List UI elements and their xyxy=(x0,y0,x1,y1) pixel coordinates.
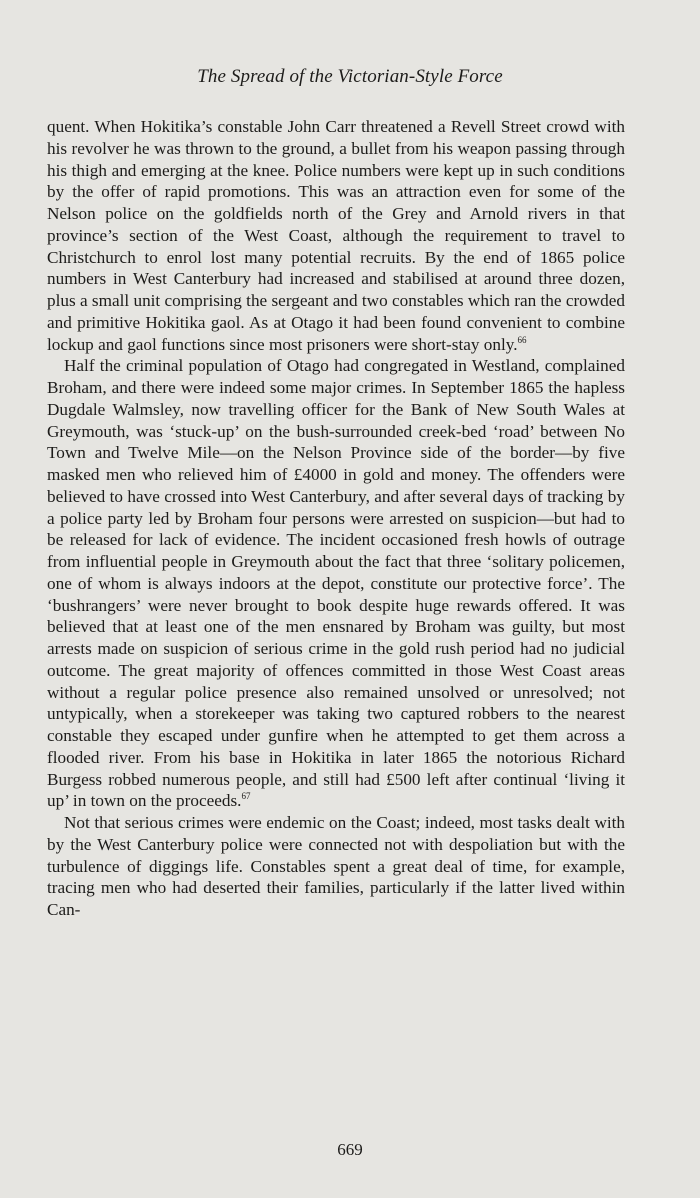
paragraph-1 xyxy=(47,116,625,355)
footnote-ref-66: 66 xyxy=(517,334,527,345)
footnote-ref-67: 67 xyxy=(241,791,251,802)
paragraph-2-text: Half the criminal population of Otago had congregated in Westland, complained Broham, and there were indeed some major crimes. In September 1865 the hapless Dugdale Walmsley, now travelling officer for the Bank of New South Wales at Greymouth, was ‘stuck-up’ on the bush-surrounded creek-bed ‘road’ between No Town and Twelve Mile—on the Nelson Province side of the border—by five masked men who relieved him of £4000 in gold and money. The offenders were believed to have crossed into West Canterbury, and after several days of tracking by a police party led by Broham four persons were arrested on suspicion—but had to be released for lack of evidence. The incident occasioned fresh howls of outrage from influential people in Greymouth about the fact that three ‘solitary policemen, one of whom is always indoors at the depot, constitute our protective force’. The ‘bushrangers’ were never brought to book despite huge rewards offered. It was believed that at least one of the men ensnared by Broham was guilty, but most arrests made on suspicion of serious crime in the gold rush period had no judicial outcome. The great majority of offences committed in those West Coast areas without a regular police presence also remained unsolved or unresolved; not untypically, when a storekeeper was taking two captured robbers to the nearest constable they escaped under gunfire when he attempted to get them across a flooded river. From his base in Hokitika in later 1865 the notorious Richard Burgess robbed numerous people, and still had £500 left after continual ‘living it up’ in town on the proceeds. xyxy=(47,356,625,811)
page-number: 669 xyxy=(337,1140,363,1159)
paragraph-3-text: Not that serious crimes were endemic on the Coast; indeed, most tasks dealt with by the West Canterbury police were connected not with despoliation but with the turbulence of diggings life. Constables spent a great deal of time, for example, tracing men who had deserted their families, particularly if the latter lived within Can- xyxy=(47,813,625,919)
paragraph-1-text: quent. When Hokitika’s constable John Carr threatened a Revell Street crowd with his revolver he was thrown to the ground, a bullet from his weapon passing through his thigh and emerging at the knee. Police numbers were kept up in such conditions by the offer of rapid promotions. This was an attraction even for some of the Nelson police on the goldfields north of the Grey and Arnold rivers in that province’s section of the West Coast, although the requirement to travel to Christchurch to enrol lost many potential recruits. By the end of 1865 police numbers in West Canterbury had increased and stabilised at around three dozen, plus a small unit comprising the sergeant and two constables which ran the crowded and primitive Hokitika gaol. As at Otago it had been found convenient to combine lockup and gaol functions since most prisoners were short-stay only. xyxy=(47,117,625,354)
body-text xyxy=(47,116,625,921)
paragraph-2 xyxy=(47,355,625,812)
running-head: The Spread of the Victorian-Style Force xyxy=(197,66,503,87)
paragraph-3 xyxy=(47,812,625,921)
